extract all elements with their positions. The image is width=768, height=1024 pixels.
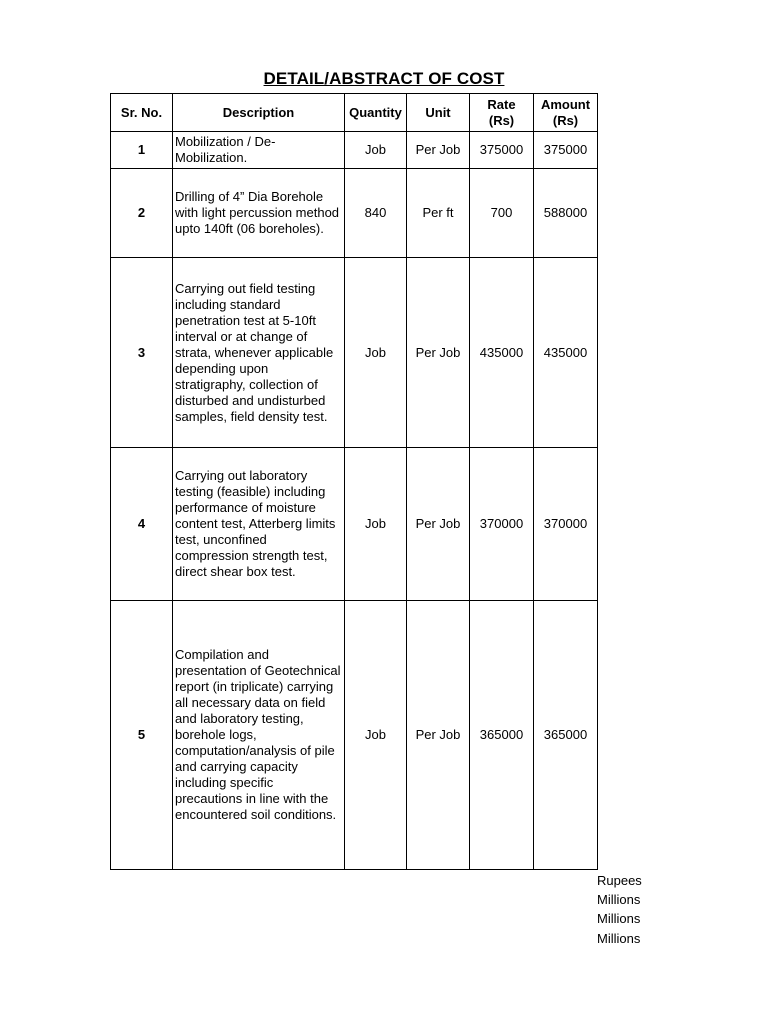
row-unit: Per Job: [407, 448, 470, 601]
header-sr-no: Sr. No.: [111, 94, 173, 132]
row-rate: 375000: [470, 132, 534, 169]
row-rate: 435000: [470, 258, 534, 448]
row-quantity: 840: [345, 169, 407, 258]
row-sr-no: 1: [111, 132, 173, 169]
contingency-unit: Millions: [597, 911, 641, 926]
header-amount-line1: Amount: [540, 96, 591, 112]
document-title: DETAIL/ABSTRACT OF COST: [263, 69, 505, 88]
row-description: Carrying out field testing including standard penetration test at 5-10ft interval or at change of strata, whenever applicable depending upon stratigraphy, collection of disturbed and undisturbed samples, field density test.: [173, 258, 345, 448]
row-amount: 435000: [534, 258, 598, 448]
header-quantity: Quantity: [345, 94, 407, 132]
row-sr-no: 5: [111, 601, 173, 870]
table-header-row: [111, 94, 598, 132]
row-amount: 370000: [534, 448, 598, 601]
row-rate: 365000: [470, 601, 534, 870]
row-unit: Per Job: [407, 132, 470, 169]
row-amount: 588000: [534, 169, 598, 258]
header-amount-line2: (Rs): [552, 112, 579, 128]
row-quantity: Job: [345, 132, 407, 169]
table-row: [111, 132, 598, 169]
row-unit: Per ft: [407, 169, 470, 258]
row-unit: Per Job: [407, 258, 470, 448]
header-rate-line2: (Rs): [488, 112, 515, 128]
row-unit: Per Job: [407, 601, 470, 870]
total-millions-unit: Millions: [597, 892, 641, 907]
row-description: Compilation and presentation of Geotechnical report (in triplicate) carrying all necessary data on field and laboratory testing, borehole logs, computation/analysis of pile and carrying capacity including specific precautions in line with the encountered soil conditions.: [173, 601, 345, 870]
pst-unit: Millions: [597, 931, 641, 946]
row-sr-no: 3: [111, 258, 173, 448]
header-amount: [534, 94, 598, 132]
header-unit: Unit: [407, 94, 470, 132]
table-row: [111, 258, 598, 448]
row-rate: 700: [470, 169, 534, 258]
table-row: [111, 448, 598, 601]
row-sr-no: 2: [111, 169, 173, 258]
total-unit: Rupees: [597, 873, 642, 888]
row-amount: 365000: [534, 601, 598, 870]
header-rate: [470, 94, 534, 132]
row-description: Drilling of 4” Dia Borehole with light percussion method upto 140ft (06 boreholes).: [173, 169, 345, 258]
table-row: [111, 169, 598, 258]
row-quantity: Job: [345, 258, 407, 448]
cost-table: [110, 93, 598, 870]
row-rate: 370000: [470, 448, 534, 601]
row-sr-no: 4: [111, 448, 173, 601]
header-description: Description: [173, 94, 345, 132]
row-quantity: Job: [345, 601, 407, 870]
row-description: Mobilization / De-Mobilization.: [173, 132, 345, 169]
row-amount: 375000: [534, 132, 598, 169]
table-row: [111, 601, 598, 870]
row-quantity: Job: [345, 448, 407, 601]
row-description: Carrying out laboratory testing (feasible) including performance of moisture content test, Atterberg limits test, unconfined compression strength test, direct shear box test.: [173, 448, 345, 601]
header-rate-line1: Rate: [487, 96, 516, 112]
